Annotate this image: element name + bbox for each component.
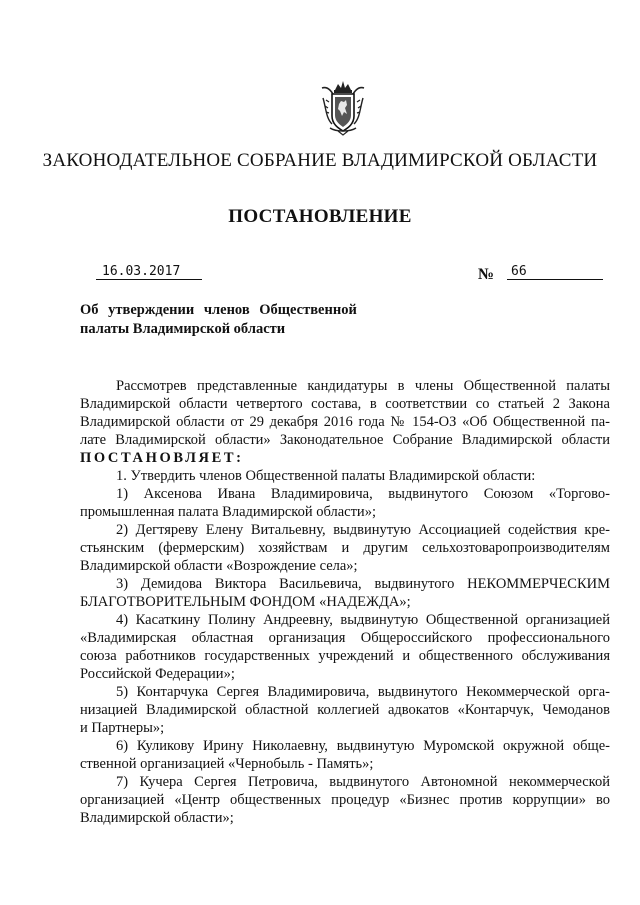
coat-of-arms-icon: [320, 78, 366, 136]
item-line: промышленная палата Владимирской области»;: [80, 504, 376, 520]
item-line: 1. Утвердить членов Общественной палаты Владимирской области:: [116, 468, 536, 484]
document-subject: [80, 301, 380, 339]
organization-title: ЗАКОНОДАТЕЛЬНОЕ СОБРАНИЕ ВЛАДИМИРСКОЙ ОБЛАСТИ: [42, 150, 598, 171]
item-line: 2) Дегтяреву Елену Витальевну, выдвинутую Ассоциацией содействия кре-: [116, 522, 610, 538]
item-line: организацией «Центр общественных процедур «Бизнес против коррупции» во: [80, 792, 610, 808]
item-line: 4) Касаткину Полину Андреевну, выдвинутую Общественной организацией: [116, 612, 610, 628]
preamble-line: Рассмотрев представленные кандидатуры в члены Общественной палаты: [116, 378, 610, 394]
item-line: 1) Аксенова Ивана Владимировича, выдвинутого Союзом «Торгово-: [116, 486, 610, 502]
item-line: стьянским (фермерским) хозяйствам и другим сельхозтоваропроизводителям: [80, 540, 610, 556]
preamble-line: Владимирской области четвертого состава, в соответствии со статьей 2 Закона: [80, 396, 610, 412]
preamble-line: лате Владимирской области» Законодательное Собрание Владимирской области: [80, 432, 610, 448]
item-line: Российской Федерации»;: [80, 666, 235, 682]
item-line: ственной организацией «Чернобыль - Память»;: [80, 756, 374, 772]
item-line: 3) Демидова Виктора Васильевича, выдвинутого НЕКОММЕРЧЕСКИМ: [116, 576, 610, 592]
item-line: низацией Владимирской областной коллегией адвокатов «Контарчук, Чемоданов: [80, 702, 610, 718]
subject-line: Об утверждении членов Общественной: [80, 302, 357, 318]
number-label: №: [478, 266, 495, 283]
document-date: 16.03.2017: [96, 264, 202, 280]
preamble-line: Владимирской области от 29 декабря 2016 года № 154-ОЗ «Об Общественной па-: [80, 414, 610, 430]
item-line: Владимирской области «Возрождение села»;: [80, 558, 358, 574]
item-line: БЛАГОТВОРИТЕЛЬНЫМ ФОНДОМ «НАДЕЖДА»;: [80, 594, 411, 610]
subject-line: палаты Владимирской области: [80, 321, 286, 337]
document-type: ПОСТАНОВЛЕНИЕ: [228, 206, 412, 227]
item-line: Владимирской области»;: [80, 810, 234, 826]
decree-word: ПОСТАНОВЛЯЕТ:: [80, 450, 244, 466]
item-line: «Владимирская областная организация Общероссийского профессионального: [80, 630, 610, 646]
item-line: и Партнеры»;: [80, 720, 165, 736]
document-number: 66: [507, 264, 603, 280]
item-line: 6) Куликову Ирину Николаевну, выдвинутую Муромской окружной обще-: [116, 738, 610, 754]
item-line: 7) Кучера Сергея Петровича, выдвинутого Автономной некоммерческой: [116, 774, 610, 790]
item-line: 5) Контарчука Сергея Владимировича, выдвинутого Некоммерческой орга-: [116, 684, 610, 700]
document-body: [80, 377, 610, 827]
item-line: союза работников государственных учреждений и общественного обслуживания: [80, 648, 610, 664]
